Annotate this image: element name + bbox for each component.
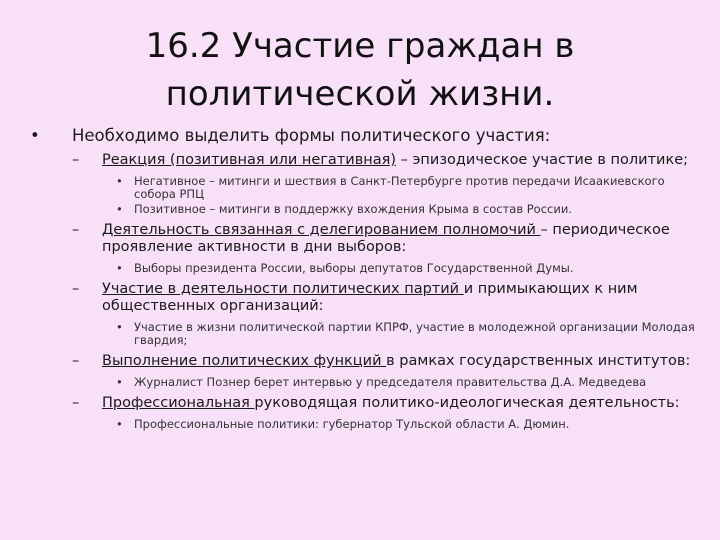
form-description: руководящая политико-идеологическая деятельность: — [254, 395, 680, 411]
form-item — [28, 281, 698, 315]
form-item — [28, 395, 698, 412]
form-term: Деятельность связанная с делегированием полномочий — [102, 222, 541, 238]
form-item — [28, 152, 698, 169]
example-item — [28, 418, 698, 431]
bullet-icon: • — [116, 261, 123, 275]
dash-icon: – — [72, 152, 80, 168]
example-text: Журналист Познер берет интервью у председателя правительства Д.А. Медведева — [134, 375, 647, 389]
example-text: Участие в жизни политической партии КПРФ, участие в молодежной организации Молодая гвардия; — [134, 320, 695, 347]
form-term: Выполнение политических функций — [102, 353, 387, 369]
intro-text: Необходимо выделить формы политического участия: — [72, 126, 551, 145]
dash-icon: – — [72, 281, 80, 297]
example-text: Негативное – митинги и шествия в Санкт-Петербурге против передачи Исаакиевского собора РПЦ — [134, 174, 665, 201]
form-item — [28, 222, 698, 256]
example-text: Позитивное – митинги в поддержку вхождения Крыма в состав России. — [134, 202, 572, 216]
bullet-icon: • — [116, 320, 123, 334]
form-description: в рамках государственных институтов: — [386, 353, 691, 369]
dash-icon: – — [72, 353, 80, 369]
example-item — [28, 262, 698, 275]
example-text: Профессиональные политики: губернатор Тульской области А. Дюмин. — [134, 417, 570, 431]
bullet-icon: • — [116, 375, 123, 389]
bullet-icon: • — [116, 174, 123, 188]
dash-icon: – — [72, 222, 80, 238]
form-term: Участие в деятельности политических партий — [102, 281, 464, 297]
dash-icon: – — [72, 395, 80, 411]
example-text: Выборы президента России, выборы депутатов Государственной Думы. — [134, 261, 574, 275]
example-item — [28, 321, 698, 347]
bullet-icon: • — [116, 417, 123, 431]
slide-title-line-1: 16.2 Участие граждан в — [145, 26, 575, 66]
example-item — [28, 203, 698, 216]
form-term: Реакция (позитивная или негативная) — [102, 152, 396, 168]
slide-content — [28, 126, 698, 431]
example-item — [28, 175, 698, 201]
intro-bullet — [28, 126, 698, 146]
form-description: – периодическое проявление активности в дни выборов: — [102, 222, 670, 255]
example-item — [28, 376, 698, 389]
form-item — [28, 353, 698, 370]
form-term: Профессиональная — [102, 395, 255, 411]
form-description: – эпизодическое участие в политике; — [395, 152, 689, 168]
bullet-icon: • — [116, 202, 123, 216]
slide-title — [80, 22, 640, 118]
slide-title-line-2: политической жизни. — [165, 74, 555, 114]
form-description: и примыкающих к ним общественных организаций: — [102, 281, 638, 314]
bullet-icon: • — [30, 126, 40, 145]
